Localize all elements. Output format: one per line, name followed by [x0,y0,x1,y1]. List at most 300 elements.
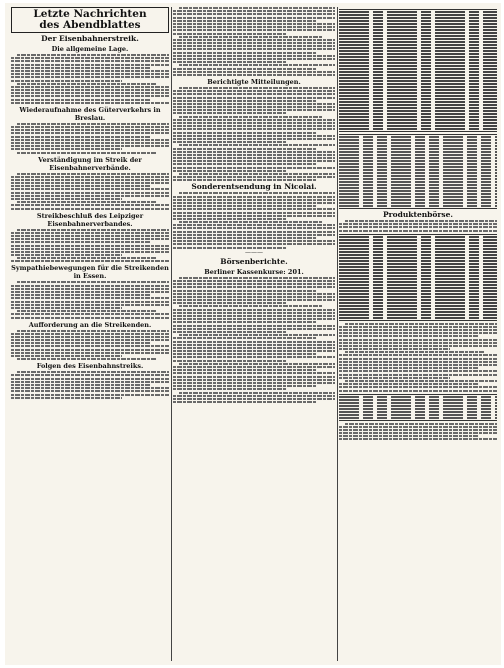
text-line [179,277,335,279]
text-line [11,317,169,319]
table-row [339,196,497,198]
text-line [173,212,335,214]
text-line [173,350,335,352]
table-row [339,272,497,274]
text-line [11,92,169,94]
text-line [173,29,335,31]
text-line [11,139,169,141]
body-text [339,220,497,232]
text-line [173,26,335,28]
text-line [179,363,335,365]
text-line [339,358,497,360]
table-row [339,148,497,150]
text-line [173,353,316,355]
text-line [11,238,169,240]
price-table [339,9,497,132]
text-line [173,109,335,111]
table-row [339,314,497,316]
masthead-line1: Letzte Nachrichten [33,8,147,20]
text-line [173,208,335,210]
text-line [17,257,156,259]
text-line [173,42,335,44]
text-line [173,33,286,35]
body-text [11,371,169,399]
body-text [11,173,169,210]
masthead [11,7,169,33]
table-row [339,299,497,301]
text-line [173,122,335,124]
text-line [339,377,450,379]
text-line [11,349,169,351]
text-line [173,138,335,140]
text-line [17,173,169,175]
text-line [11,64,169,66]
text-line [173,97,335,99]
text-line [173,45,335,47]
text-line [173,247,286,249]
table-row [339,95,497,97]
text-line [11,294,150,296]
text-line [173,23,335,25]
separator: ——— [245,248,263,256]
text-line [173,132,316,134]
table-row [339,254,497,256]
body-text [173,192,335,248]
text-line [173,237,316,239]
text-line [173,395,335,397]
text-line [11,99,150,101]
text-line [11,285,169,287]
table-row [339,305,497,307]
table-row [339,190,497,192]
text-line [173,366,335,368]
text-line [173,318,335,320]
text-line [173,10,335,12]
table-row [339,202,497,204]
table-row [339,281,497,283]
text-line [173,106,335,108]
table-row [339,38,497,40]
text-line [173,328,335,330]
text-line [11,95,169,97]
text-line [173,234,335,236]
body-text [11,281,169,318]
text-line [173,337,316,339]
table-row [339,68,497,70]
text-line [11,176,169,178]
text-line [173,154,335,156]
text-line [339,435,478,437]
text-line [11,235,169,237]
body-text [11,330,169,361]
text-line [173,55,335,57]
table-row [339,20,497,22]
text-line [11,185,150,187]
text-line [173,227,335,229]
text-line [173,321,316,323]
table-row [339,65,497,67]
table-row [339,139,497,141]
text-line [11,387,169,389]
table-row [339,239,497,241]
table-row [339,293,497,295]
text-line [173,119,335,121]
table-row [339,83,497,85]
text-line [173,243,335,245]
table-row [339,175,497,177]
text-line [179,64,335,66]
table-row [339,178,497,180]
text-line [173,199,335,201]
text-line [17,54,169,56]
table-row [339,278,497,280]
text-line [339,335,478,337]
table-row [339,163,497,165]
price-table [339,134,497,209]
article-heading: Berichtigte Mitteilungen. [207,77,301,86]
text-line [173,302,286,304]
text-line [11,304,169,306]
table-row [339,74,497,76]
newspaper-page [5,3,501,665]
text-line [179,116,322,118]
text-line [11,182,169,184]
table-row [339,110,497,112]
table-row [339,236,497,238]
text-line [173,160,335,162]
column-left [11,7,169,661]
table-row [339,101,497,103]
text-line [339,364,497,366]
table-row [339,116,497,118]
text-line [179,36,322,38]
table-row [339,71,497,73]
text-line [11,142,169,144]
text-line [339,438,497,440]
text-line [345,423,497,425]
text-line [11,307,122,309]
text-line [11,248,169,250]
article-heading: Aufforderung an die Streikenden. [28,320,152,329]
text-line [173,312,335,314]
table-row [339,160,497,162]
text-line [173,280,335,282]
text-line [11,245,169,247]
text-line [173,347,335,349]
text-line [345,220,497,222]
text-line [173,325,335,327]
text-line [173,376,335,378]
text-line [173,215,335,217]
table-row [339,275,497,277]
table-row [339,405,497,407]
table-row [339,260,497,262]
text-line [17,83,156,85]
text-line [173,52,316,54]
text-line [11,339,169,341]
text-line [173,286,335,288]
table-row [339,184,497,186]
text-line [11,102,169,104]
text-line [339,342,497,344]
body-text [11,229,169,263]
body-text [339,323,497,392]
table-row [339,44,497,46]
table-row [339,302,497,304]
text-line [173,205,316,207]
text-line [173,170,286,172]
text-line [173,293,335,295]
text-line [11,342,150,344]
text-line [173,112,286,114]
text-line [11,254,122,256]
table-row [339,317,497,319]
text-line [339,426,497,428]
text-line [17,371,169,373]
text-line [11,381,169,383]
text-line [173,398,335,400]
text-line [339,332,497,334]
table-row [339,53,497,55]
text-line [339,230,497,232]
text-line [11,67,150,69]
text-line [11,394,169,396]
table-row [339,151,497,153]
table-row [339,26,497,28]
text-line [173,163,316,165]
text-line [11,241,150,243]
text-line [11,70,169,72]
table-row [339,248,497,250]
masthead-line2: des Abendblattes [39,19,141,31]
table-row [339,119,497,121]
subheading: Die allgemeine Lage. [51,45,129,53]
table-row [339,181,497,183]
text-line [11,333,169,335]
body-text [11,123,169,154]
text-line [11,232,169,234]
text-line [11,195,169,197]
table-row [339,311,497,313]
table-row [339,35,497,37]
table-row [339,399,497,401]
text-line [173,61,286,63]
text-line [173,299,335,301]
text-line [11,384,150,386]
body-text [173,87,335,181]
text-line [173,196,335,198]
text-line [173,68,316,70]
text-line [17,229,169,231]
text-line [11,390,169,392]
text-line [173,179,316,181]
text-line [173,202,335,204]
text-line [179,305,322,307]
table-row [339,251,497,253]
table-row [339,411,497,413]
text-line [339,361,497,363]
table-row [339,104,497,106]
table-row [339,92,497,94]
table-row [339,296,497,298]
table-row [339,11,497,13]
text-line [173,176,335,178]
table-row [339,257,497,259]
text-line [11,148,122,150]
text-line [173,240,335,242]
table-row [339,98,497,100]
text-line [179,192,335,194]
text-line [173,141,286,143]
text-line [339,339,497,341]
text-line [11,297,169,299]
text-line [173,385,316,387]
table-row [339,408,497,410]
text-line [11,132,169,134]
table-row [339,396,497,398]
article-heading: Sympathiebewegungen für die Streikenden in Essen. [11,264,169,281]
text-line [17,201,156,203]
text-line [17,152,156,154]
table-row [339,80,497,82]
text-line [173,167,335,169]
table-row [339,193,497,195]
table-row [339,41,497,43]
column-right [339,7,497,661]
table-row [339,14,497,16]
text-line [11,145,169,147]
text-line [173,93,335,95]
text-line [173,135,335,137]
table-row [339,266,497,268]
text-line [173,151,335,153]
article-heading: Streikbeschluß des Leipziger Eisenbahnerverbandes. [36,211,144,228]
text-line [11,188,169,190]
text-line [339,383,478,385]
text-line [11,86,169,88]
text-line [179,87,335,89]
table-row [339,86,497,88]
text-line [11,136,150,138]
text-line [339,354,497,356]
text-line [173,13,335,15]
body-text [11,54,169,104]
text-line [339,390,497,392]
table-row [339,59,497,61]
article-heading: Wiederaufnahme des Güterverkehrs in Breslau. [19,105,161,122]
text-line [339,432,497,434]
text-line [11,374,169,376]
text-line [173,48,335,50]
text-line [173,74,335,76]
text-line [11,208,169,210]
table-row [339,145,497,147]
text-line [11,179,169,181]
table-row [339,417,497,419]
table-row [339,205,497,207]
text-line [11,313,169,315]
text-line [173,290,316,292]
text-line [11,397,122,399]
text-line [179,173,335,175]
text-line [179,144,335,146]
column-rule [171,7,172,661]
text-line [173,315,335,317]
text-line [173,71,335,73]
price-table [339,394,497,421]
column-rule [337,7,338,661]
text-line [173,331,286,333]
text-line [345,323,497,325]
table-row [339,32,497,34]
table-row [339,125,497,127]
article-heading: Verständigung im Streik der Eisenbahnerverbände. [38,155,142,172]
table-row [339,245,497,247]
table-row [339,169,497,171]
table-row [339,263,497,265]
text-line [179,334,335,336]
table-row [339,50,497,52]
text-line [17,123,169,125]
table-row [339,113,497,115]
table-row [339,199,497,201]
table-row [339,308,497,310]
text-line [11,73,169,75]
text-line [173,20,316,22]
text-line [11,204,169,206]
text-line [11,251,169,253]
text-line [11,301,169,303]
table-row [339,17,497,19]
table-row [339,77,497,79]
text-line [173,218,286,220]
text-line [173,382,335,384]
text-line [173,103,335,105]
text-line [339,226,497,228]
table-row [339,290,497,292]
text-line [173,157,335,159]
text-line [11,192,169,194]
text-line [11,352,169,354]
text-line [11,336,169,338]
text-line [11,126,169,128]
column-middle [173,7,335,661]
article-heading: Sonderentsendung in Nicolai. [191,182,317,192]
text-line [173,360,286,362]
text-line [173,90,335,92]
body-text [339,423,497,441]
text-line [173,128,335,130]
body-text [173,277,335,403]
text-line [173,344,335,346]
text-line [345,380,497,382]
table-row [339,157,497,159]
text-line [173,372,335,374]
table-row [339,47,497,49]
text-line [339,345,497,347]
text-line [345,351,484,353]
table-row [339,187,497,189]
text-line [179,221,322,223]
section-heading: Börsenberichte. [220,256,288,266]
text-line [11,288,169,290]
section-heading: Der Eisenbahnerstreik. [41,34,139,43]
text-line [339,370,497,372]
table-row [339,128,497,130]
text-line [173,309,335,311]
table-row [339,29,497,31]
body-text [173,7,335,76]
